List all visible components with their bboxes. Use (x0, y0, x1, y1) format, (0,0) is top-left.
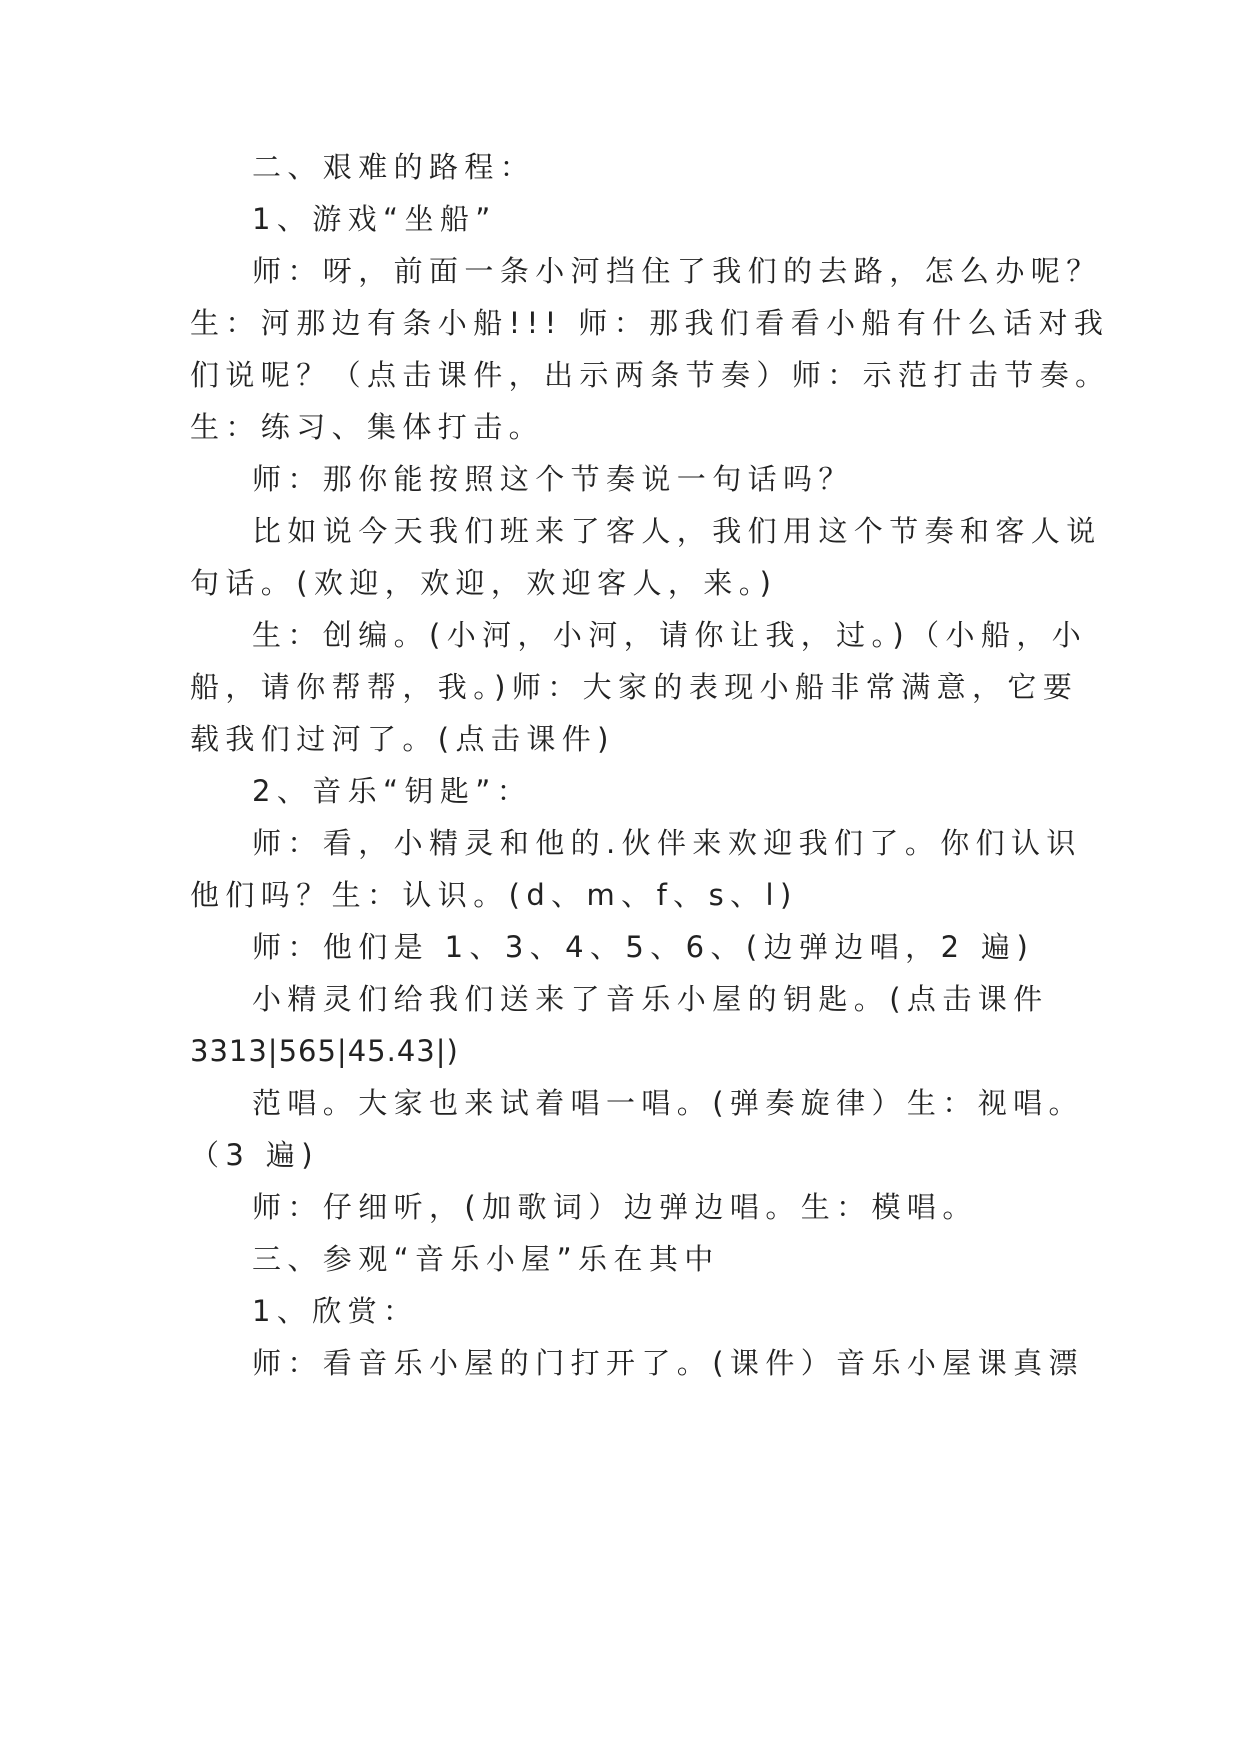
text-line: 生：练习、集体打击。 (190, 410, 545, 444)
text-line: 生：创编。(小河，小河，请你让我，过。)（小船，小 (252, 618, 1088, 652)
text-line: 小精灵们给我们送来了音乐小屋的钥匙。(点击课件 (252, 982, 1049, 1016)
text-line: 2、音乐“钥匙”： (252, 774, 533, 808)
text-line: 师：呀，前面一条小河挡住了我们的去路，怎么办呢？ (252, 254, 1102, 288)
text-line: 载我们过河了。(点击课件) (190, 722, 615, 756)
text-line: 师：看，小精灵和他的.伙伴来欢迎我们了。你们认识 (252, 826, 1082, 860)
text-line: 师：仔细听，(加歌词）边弹边唱。生：模唱。 (252, 1190, 978, 1224)
text-line: 他们吗？生：认识。(d、m、f、s、l) (190, 878, 798, 912)
text-line: 船，请你帮帮，我。)师：大家的表现小船非常满意，它要 (190, 670, 1079, 704)
text-line: 二、艰难的路程： (252, 150, 536, 184)
text-line: 句话。(欢迎，欢迎，欢迎客人，来。) (190, 566, 778, 600)
text-line: （3 遍) (190, 1138, 319, 1172)
text-line: 3313|565|45.43|) (190, 1034, 459, 1068)
text-line: 1、欣赏： (252, 1294, 419, 1328)
text-line: 1、游戏“坐船” (252, 202, 497, 236)
text-line: 生：河那边有条小船!!! 师：那我们看看小船有什么话对我 (190, 306, 1110, 340)
text-line: 们说呢？（点击课件，出示两条节奏）师：示范打击节奏。 (190, 358, 1111, 392)
text-line: 范唱。大家也来试着唱一唱。(弹奏旋律）生：视唱。 (252, 1086, 1084, 1120)
text-line: 师：他们是 1、3、4、5、6、(边弹边唱，2 遍) (252, 930, 1035, 964)
text-line: 师：那你能按照这个节奏说一句话吗？ (252, 462, 854, 496)
text-line: 师：看音乐小屋的门打开了。(课件）音乐小屋课真漂 (252, 1346, 1084, 1380)
text-line: 比如说今天我们班来了客人，我们用这个节奏和客人说 (252, 514, 1102, 548)
text-line: 三、参观“音乐小屋”乐在其中 (252, 1242, 720, 1276)
